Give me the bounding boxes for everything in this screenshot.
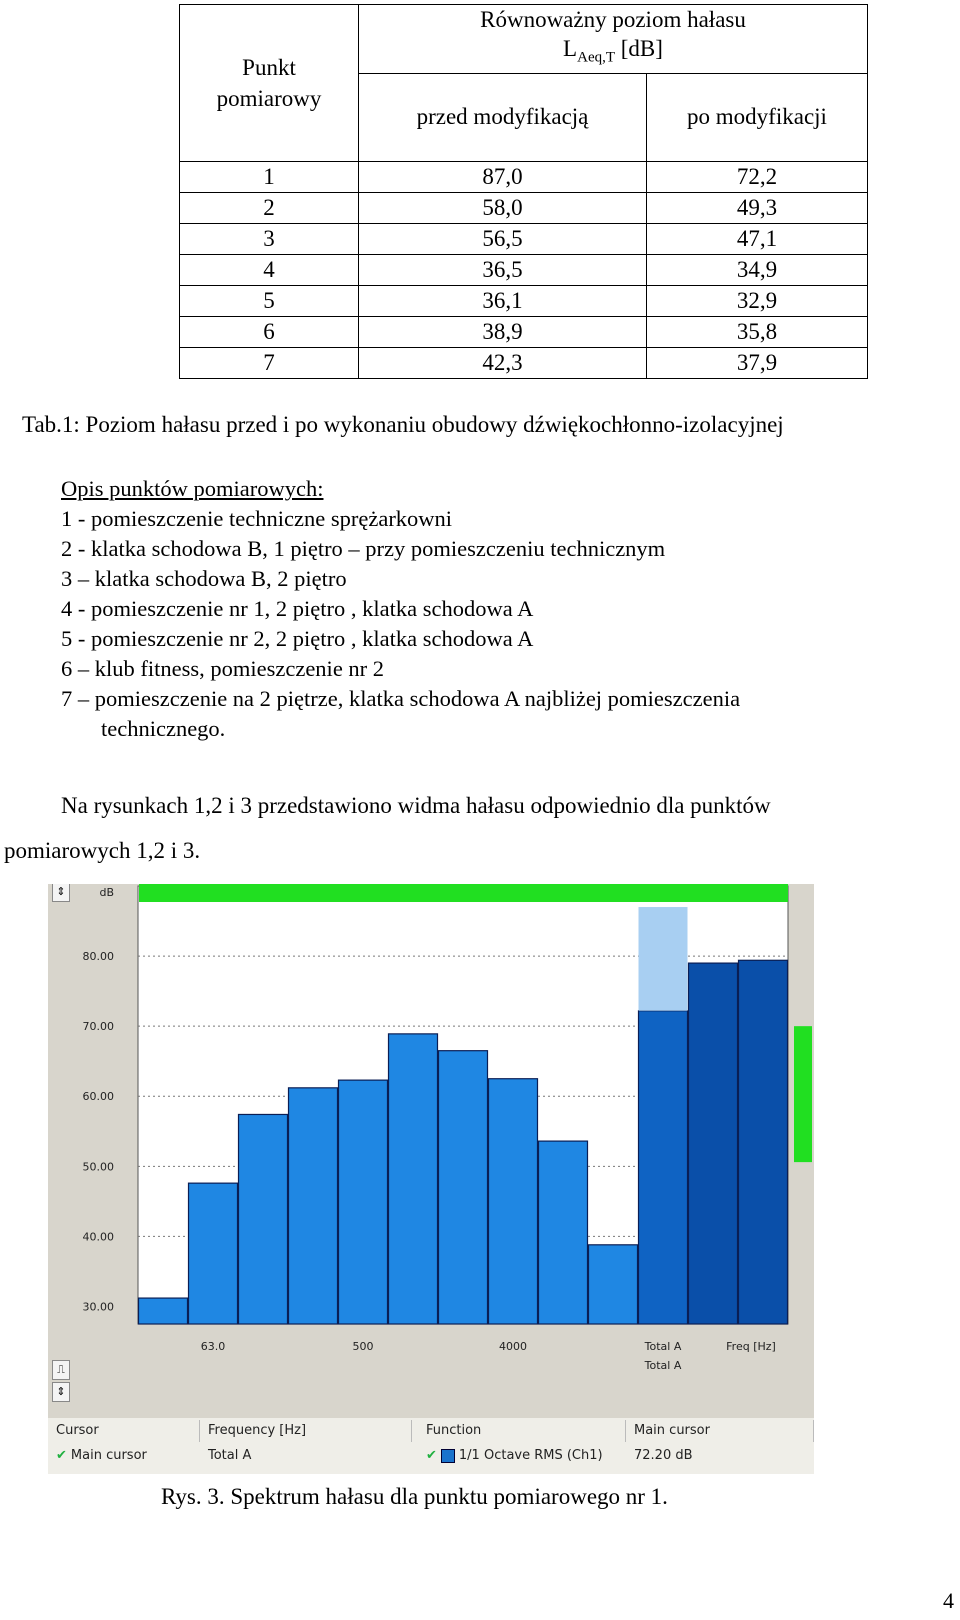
y-tick-label: 80.00 (82, 950, 114, 964)
table-row (180, 285, 868, 316)
x-tick-label: 500 (352, 1340, 374, 1353)
opis-item: 7 – pomieszczenie na 2 piętrze, klatka schodowa A najbliżej pomieszczenia (61, 686, 741, 711)
table-caption: Tab.1: Poziom hałasu przed i po wykonaniu obudowy dźwiękochłonno-izolacyjnej (22, 412, 784, 437)
main-cursor-column-header[interactable]: Main cursor (626, 1420, 814, 1442)
header-level-symbol: L (563, 36, 578, 61)
header-after: po modyfikacji (647, 73, 868, 161)
x-axis-scale-icon[interactable]: ⇕ (52, 1382, 70, 1402)
cell-after: 47,1 (647, 223, 868, 254)
header-point (180, 5, 359, 162)
opis-item-continuation: technicznego. (101, 716, 226, 741)
bar[interactable] (639, 1011, 688, 1324)
y-axis-label: dB (99, 886, 114, 899)
y-tick-label: 40.00 (82, 1230, 114, 1244)
cell-after: 34,9 (647, 254, 868, 285)
cell-after: 72,2 (647, 161, 868, 192)
cell-before: 58,0 (359, 192, 647, 223)
bar[interactable] (589, 1245, 638, 1324)
table-row (180, 161, 868, 192)
status-panel (48, 1418, 814, 1474)
cursor-frequency: Total A (208, 1448, 252, 1463)
opis-item: 1 - pomieszczenie techniczne sprężarkowni (61, 506, 453, 531)
paragraph-line-2: pomiarowych 1,2 i 3. (4, 838, 201, 863)
opis-item: 5 - pomieszczenie nr 2, 2 piętro , klatka schodowa A (61, 626, 534, 651)
series-color-swatch (441, 1449, 455, 1463)
bar[interactable] (239, 1114, 288, 1324)
cell-after: 37,9 (647, 347, 868, 378)
bar[interactable] (389, 1034, 438, 1324)
overall-level-bar (139, 884, 788, 902)
checkmark-icon: ✔ (426, 1448, 437, 1463)
cell-point: 6 (180, 316, 359, 347)
cursor-name: Main cursor (70, 1448, 147, 1463)
spectrum-analyzer-window (48, 884, 814, 1474)
cell-point: 7 (180, 347, 359, 378)
bar[interactable] (539, 1141, 588, 1324)
cell-point: 5 (180, 285, 359, 316)
opis-item: 2 - klatka schodowa B, 1 piętro – przy pomieszczeniu technicznym (61, 536, 666, 561)
header-equivalent-level (359, 5, 868, 74)
checkmark-icon: ✔ (56, 1448, 67, 1463)
opis-item: 4 - pomieszczenie nr 1, 2 piętro , klatka schodowa A (61, 596, 534, 621)
y-tick-label: 70.00 (82, 1020, 114, 1034)
table-row (180, 223, 868, 254)
paragraph-line-1: Na rysunkach 1,2 i 3 przedstawiono widma hałasu odpowiednio dla punktów (61, 793, 771, 818)
header-point-line1: Punkt (242, 54, 296, 80)
cell-before: 36,5 (359, 254, 647, 285)
cursor-value: 72.20 dB (634, 1448, 693, 1463)
opis-item: 3 – klatka schodowa B, 2 piętro (61, 566, 347, 591)
cell-point: 2 (180, 192, 359, 223)
bar-highlight (639, 907, 688, 1011)
cell-after: 32,9 (647, 285, 868, 316)
y-tick-label: 50.00 (82, 1160, 114, 1174)
cell-point: 1 (180, 161, 359, 192)
measurement-points-description (61, 474, 740, 744)
header-level-sub: Aeq,T (577, 49, 616, 66)
noise-level-table (179, 4, 868, 379)
bar[interactable] (339, 1080, 388, 1324)
x-tick-label: Total A (644, 1359, 682, 1372)
table-row (180, 316, 868, 347)
page-number: 4 (943, 1588, 954, 1613)
bar[interactable] (439, 1051, 488, 1324)
y-tick-label: 60.00 (82, 1090, 114, 1104)
table-row (180, 254, 868, 285)
cell-before: 56,5 (359, 223, 647, 254)
cursor-column-header[interactable]: Cursor (48, 1420, 200, 1442)
x-tick-label: Freq [Hz] (726, 1340, 776, 1353)
x-tick-label: 4000 (499, 1340, 527, 1353)
cell-point: 4 (180, 254, 359, 285)
side-level-indicator (794, 1026, 812, 1162)
cursor-row[interactable] (48, 1445, 200, 1467)
cell-after: 35,8 (647, 316, 868, 347)
figure-caption: Rys. 3. Spektrum hałasu dla punktu pomiarowego nr 1. (161, 1484, 668, 1509)
opis-title: Opis punktów pomiarowych: (61, 476, 324, 501)
cell-before: 42,3 (359, 347, 647, 378)
opis-item: 6 – klub fitness, pomieszczenie nr 2 (61, 656, 385, 681)
bar[interactable] (739, 960, 788, 1324)
header-before: przed modyfikacją (359, 73, 647, 161)
table-row (180, 192, 868, 223)
header-level-line1: Równoważny poziom hałasu (480, 7, 746, 32)
bar[interactable] (489, 1079, 538, 1324)
spectrum-chart (48, 884, 814, 1418)
table-body (180, 161, 868, 378)
function-row[interactable] (418, 1445, 626, 1467)
cell-point: 3 (180, 223, 359, 254)
table-row (180, 347, 868, 378)
bar[interactable] (139, 1298, 188, 1324)
function-name: 1/1 Octave RMS (Ch1) (458, 1448, 603, 1463)
y-tick-label: 30.00 (82, 1300, 114, 1314)
cell-before: 36,1 (359, 285, 647, 316)
bar[interactable] (289, 1088, 338, 1324)
header-level-unit: [dB] (615, 36, 663, 61)
y-axis-scale-icon[interactable]: ⇕ (52, 884, 70, 902)
cell-after: 49,3 (647, 192, 868, 223)
x-axis-mode-icon[interactable]: ⎍ (52, 1360, 70, 1380)
header-point-line2: pomiarowy (216, 85, 322, 111)
function-column-header[interactable]: Function (418, 1420, 626, 1442)
cell-before: 38,9 (359, 316, 647, 347)
frequency-column-header[interactable]: Frequency [Hz] (200, 1420, 412, 1442)
x-tick-label: Total A (644, 1340, 682, 1353)
bar[interactable] (189, 1183, 238, 1324)
bar[interactable] (689, 963, 738, 1324)
cell-before: 87,0 (359, 161, 647, 192)
x-tick-label: 63.0 (200, 1340, 226, 1353)
